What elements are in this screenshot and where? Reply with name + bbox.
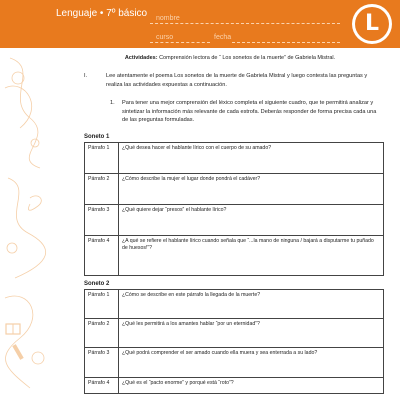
table-row [85, 378, 384, 394]
subject-label: Lenguaje • 7º básico [56, 8, 148, 19]
row-label: Párrafo 1 [85, 143, 119, 174]
row-question[interactable]: ¿Qué les permitirá a los amantes hablar “por un eternidad”? [119, 319, 384, 348]
section-numeral: I. [84, 73, 88, 79]
table-row [85, 319, 384, 348]
row-label: Párrafo 3 [85, 348, 119, 378]
item-instructions: Para tener una mejor comprensión del léxico completa el siguiente cuadro, que te permitirá analizar y sintetizar la información más relevante de cada estrofa. Deberás responder de forma precisa cada una de las preguntas formuladas. [122, 100, 377, 123]
pencil-icon [12, 344, 23, 360]
soneto-2-table [84, 289, 384, 394]
row-question[interactable]: ¿Cómo se describe en este párrafo la llegada de la muerte? [119, 290, 384, 319]
row-question[interactable]: ¿Qué es el “pacto enorme” y porqué está “roto”? [119, 378, 384, 394]
item-number: 1. [110, 100, 115, 106]
row-label: Párrafo 2 [85, 319, 119, 348]
name-label: nombre [156, 15, 180, 22]
soneto-1-table [84, 142, 384, 276]
table-row [85, 205, 384, 236]
table-row [85, 290, 384, 319]
activity-title-text: Comprensión lectora de “ Los sonetos de la muerte” de Gabriela Mistral. [159, 55, 336, 61]
book-icon [6, 324, 20, 334]
row-label: Párrafo 4 [85, 378, 119, 394]
row-question[interactable]: ¿Qué podrá comprender el ser amado cuando ella muera y sea enterrada a su lado? [119, 348, 384, 378]
row-question[interactable]: ¿Qué quiere dejar “presos” el hablante lírico? [119, 205, 384, 236]
course-field[interactable] [150, 42, 210, 43]
table-row [85, 143, 384, 174]
table-row [85, 348, 384, 378]
date-label: fecha [214, 34, 232, 41]
activity-title-prefix: Actividades: [124, 55, 160, 61]
date-field[interactable] [232, 42, 340, 43]
activity-title [80, 55, 380, 61]
swirl-decoration [0, 48, 60, 400]
course-label: curso [156, 34, 174, 41]
name-field[interactable] [150, 23, 340, 24]
section-instructions: Lee atentamente el poema Los sonetos de la muerte de Gabriela Mistral y luego contesta las preguntas y realiza las actividades expuestas a continuación. [106, 73, 368, 88]
row-label: Párrafo 2 [85, 174, 119, 205]
soneto-2-heading: Soneto 2 [84, 281, 110, 287]
row-question[interactable]: ¿A qué se refiere el hablante lírico cuando señala que “...la mano de ninguna / bajará a disputarme tu puñado de huesos!”? [119, 236, 384, 276]
row-label: Párrafo 3 [85, 205, 119, 236]
row-label: Párrafo 1 [85, 290, 119, 319]
row-question[interactable]: ¿Cómo describe la mujer el lugar donde pondrá el cadáver? [119, 174, 384, 205]
row-label: Párrafo 4 [85, 236, 119, 276]
logo [352, 4, 392, 44]
table-row [85, 174, 384, 205]
soneto-1-heading: Soneto 1 [84, 134, 110, 140]
row-question[interactable]: ¿Qué desea hacer el hablante lírico con el cuerpo de su amado? [119, 143, 384, 174]
logo-letter: L [355, 7, 389, 41]
header-bar [0, 0, 400, 48]
table-row [85, 236, 384, 276]
